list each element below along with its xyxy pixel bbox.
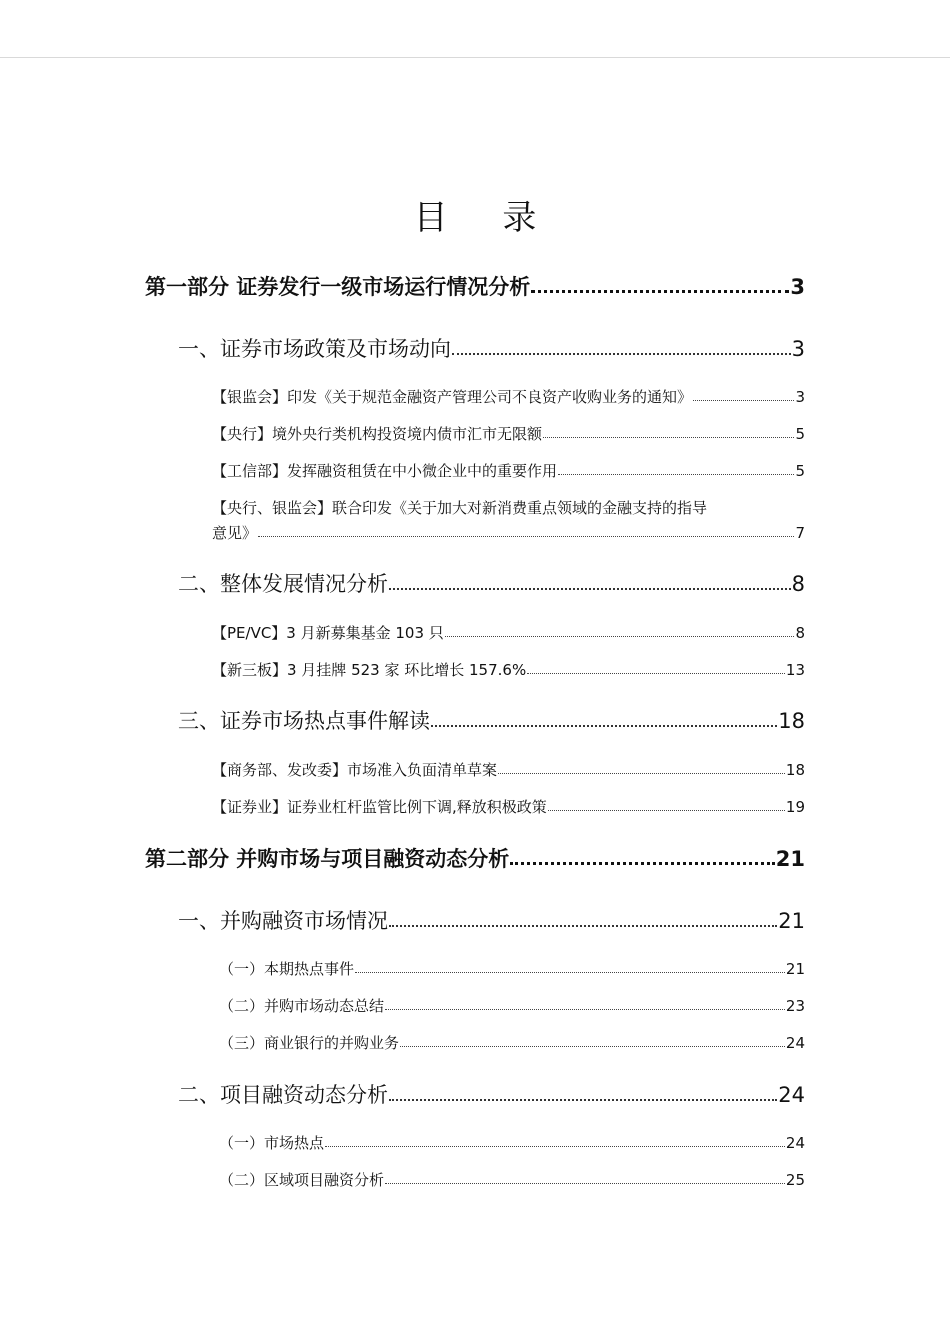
toc-leader-dots <box>445 626 795 638</box>
toc-leader-dots <box>531 276 789 293</box>
toc-entry-page: 3 <box>795 388 805 406</box>
toc-entry-page: 18 <box>785 761 805 779</box>
toc-leader-dots <box>385 1173 785 1185</box>
toc-entry-label: 第二部分 并购市场与项目融资动态分析 <box>145 847 510 871</box>
toc-leader-dots <box>258 526 794 538</box>
toc-entry-label: （一）市场热点 <box>219 1134 325 1152</box>
toc-entry-label: （三）商业银行的并购业务 <box>219 1034 400 1052</box>
toc-entry-subsection[interactable] <box>219 1169 805 1191</box>
toc-entry-subsection[interactable] <box>212 386 805 408</box>
toc-entry-label: 三、证券市场热点事件解读 <box>178 709 430 733</box>
toc-entry-label: 【工信部】发挥融资租赁在中小微企业中的重要作用 <box>212 462 558 480</box>
toc-entry-page: 7 <box>795 524 805 542</box>
toc-entry-page: 3 <box>791 337 805 361</box>
toc-entry-label: （二）并购市场动态总结 <box>219 997 385 1015</box>
toc-leader-dots <box>385 999 785 1011</box>
toc-entry-subsection[interactable] <box>219 995 805 1017</box>
toc-entry-page: 23 <box>785 997 805 1015</box>
toc-entry-subsection[interactable] <box>212 659 805 681</box>
toc-entry-label-line1[interactable]: 【央行、银监会】联合印发《关于加大对新消费重点领域的金融支持的指导 <box>212 499 708 517</box>
toc-leader-dots <box>389 911 777 927</box>
toc-entry-subsection[interactable] <box>219 958 805 980</box>
toc-entry-subsection[interactable] <box>219 1132 805 1154</box>
toc-entry-section[interactable] <box>178 705 805 735</box>
toc-leader-dots <box>543 427 794 439</box>
toc-entry-section[interactable] <box>178 333 805 363</box>
toc-entry-label: 【商务部、发改委】市场准入负面清单草案 <box>212 761 498 779</box>
toc-leader-dots <box>548 800 785 812</box>
toc-entry-label: 第一部分 证券发行一级市场运行情况分析 <box>145 275 531 299</box>
toc-entry-label: 【央行】境外央行类机构投资境内债市汇市无限额 <box>212 425 543 443</box>
toc-entry-page: 24 <box>785 1134 805 1152</box>
toc-entry-label: 【PE/VC】3 月新募集基金 103 只 <box>212 624 444 642</box>
toc-entry-page: 24 <box>785 1034 805 1052</box>
toc-entry-label: 一、证券市场政策及市场动向 <box>178 337 451 361</box>
toc-entry-label: （一）本期热点事件 <box>219 960 355 978</box>
toc-entry-page: 18 <box>778 709 805 733</box>
toc-leader-dots <box>400 1036 785 1048</box>
toc-entry-part-2[interactable] <box>145 843 805 873</box>
toc-entry-page: 3 <box>790 275 805 299</box>
toc-leader-dots <box>431 711 777 727</box>
toc-entry-page: 8 <box>791 572 805 596</box>
toc-entry-label: 一、并购融资市场情况 <box>178 909 388 933</box>
toc-entry-page: 19 <box>785 798 805 816</box>
toc-entry-part-1[interactable] <box>145 271 805 301</box>
toc-entry-subsection[interactable] <box>212 796 805 818</box>
toc-entry-section[interactable] <box>178 1079 805 1109</box>
toc-entry-subsection[interactable] <box>212 759 805 781</box>
toc-entry-page: 5 <box>795 462 805 480</box>
toc-leader-dots <box>325 1136 785 1148</box>
toc-leader-dots <box>527 663 785 675</box>
toc-entry-subsection[interactable] <box>212 622 805 644</box>
toc-entry-page: 8 <box>795 624 805 642</box>
toc-entry-label: 【新三板】3 月挂牌 523 家 环比增长 157.6% <box>212 661 527 679</box>
toc-entry-label: 【证券业】证券业杠杆监管比例下调,释放积极政策 <box>212 798 547 816</box>
toc-entry-page: 25 <box>785 1171 805 1189</box>
toc-entry-section[interactable] <box>178 905 805 935</box>
toc-leader-dots <box>498 763 785 775</box>
toc-entry-label: 二、项目融资动态分析 <box>178 1083 388 1107</box>
toc-leader-dots <box>389 1085 777 1101</box>
toc-leader-dots <box>389 574 791 590</box>
toc-entry-section[interactable] <box>178 568 805 598</box>
toc-entry-page: 21 <box>785 960 805 978</box>
toc-entry-page: 13 <box>785 661 805 679</box>
toc-leader-dots <box>558 464 794 476</box>
toc-entry-label: 意见》 <box>212 524 258 542</box>
toc-entry-label: （二）区域项目融资分析 <box>219 1171 385 1189</box>
toc-entry-page: 21 <box>775 847 805 871</box>
toc-entry-subsection[interactable] <box>212 460 805 482</box>
toc-entry-label: 二、整体发展情况分析 <box>178 572 388 596</box>
toc-entry-subsection[interactable] <box>212 423 805 445</box>
toc-entry-subsection[interactable] <box>212 522 805 544</box>
toc-leader-dots <box>355 962 785 974</box>
toc-leader-dots <box>693 390 794 402</box>
page-top-rule <box>0 57 950 58</box>
toc-leader-dots <box>510 848 774 865</box>
toc-title: 目 录 <box>413 198 559 238</box>
toc-entry-page: 5 <box>795 425 805 443</box>
toc-entry-subsection[interactable] <box>219 1032 805 1054</box>
toc-entry-page: 24 <box>778 1083 805 1107</box>
toc-leader-dots <box>452 339 791 355</box>
toc-entry-label: 【银监会】印发《关于规范金融资产管理公司不良资产收购业务的通知》 <box>212 388 693 406</box>
toc-entry-page: 21 <box>778 909 805 933</box>
